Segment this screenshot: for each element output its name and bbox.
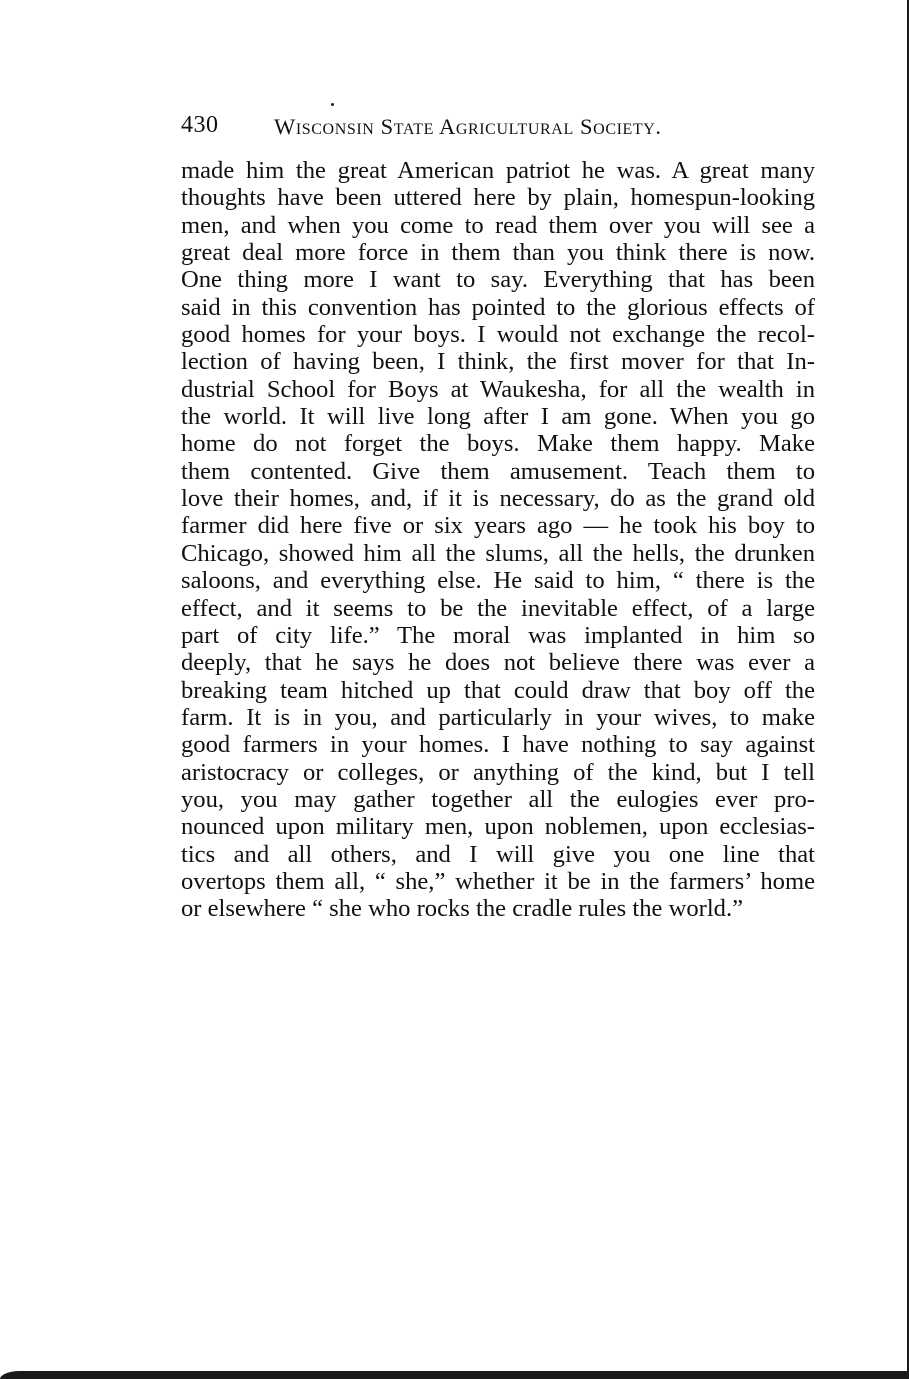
text-line: tics and all others, and I will give you one line that [181, 840, 815, 868]
text-line: men, and when you come to read them over you will see a [181, 211, 815, 239]
text-line: said in this convention has pointed to the glorious effects of [181, 293, 815, 321]
scan-speck [331, 103, 334, 106]
text-line: good homes for your boys. I would not exchange the recol- [181, 321, 815, 349]
text-line: or elsewhere “ she who rocks the cradle rules the world.” [181, 895, 744, 923]
text-line: farm. It is in you, and particularly in your wives, to make [181, 703, 815, 731]
text-line: lection of having been, I think, the first mover for that In- [181, 348, 815, 376]
page-header [181, 112, 741, 144]
text-line: good farmers in your homes. I have nothing to say against [181, 731, 815, 759]
scan-edge-bottom [0, 1371, 909, 1379]
text-line: made him the great American patriot he was. A great many [181, 157, 815, 184]
text-line: One thing more I want to say. Everything that has been [181, 266, 815, 294]
text-line: deeply, that he says he does not believe there was ever a [181, 649, 815, 677]
text-line: effect, and it seems to be the inevitable effect, of a large [181, 594, 815, 622]
text-line: Chicago, showed him all the slums, all the hells, the drunken [181, 539, 815, 567]
page-number: 430 [181, 112, 219, 138]
text-line: love their homes, and, if it is necessary, do as the grand old [181, 485, 815, 513]
text-line: saloons, and everything else. He said to him, “ there is the [181, 567, 815, 595]
text-line: you, you may gather together all the eulogies ever pro- [181, 785, 815, 813]
text-line: great deal more force in them than you think there is now. [181, 239, 815, 267]
text-line: aristocracy or colleges, or anything of the kind, but I tell [181, 758, 815, 786]
text-line: home do not forget the boys. Make them happy. Make [181, 430, 815, 458]
text-line: nounced upon military men, upon noblemen, upon ecclesias- [181, 813, 815, 841]
running-title: Wisconsin State Agricultural Society. [274, 114, 662, 139]
text-line: thoughts have been uttered here by plain, homespun-looking [181, 184, 815, 212]
text-line: dustrial School for Boys at Waukesha, for all the wealth in [181, 375, 815, 403]
text-line: overtops them all, “ she,” whether it be in the farmers’ home [181, 867, 815, 895]
text-line: part of city life.” The moral was implanted in him so [181, 621, 815, 649]
text-line: breaking team hitched up that could draw that boy off the [181, 676, 815, 704]
text-line: them contented. Give them amusement. Teach them to [181, 457, 815, 485]
text-line: farmer did here five or six years ago — he took his boy to [181, 512, 815, 540]
body-text [181, 157, 815, 923]
text-line: the world. It will live long after I am gone. When you go [181, 403, 815, 431]
